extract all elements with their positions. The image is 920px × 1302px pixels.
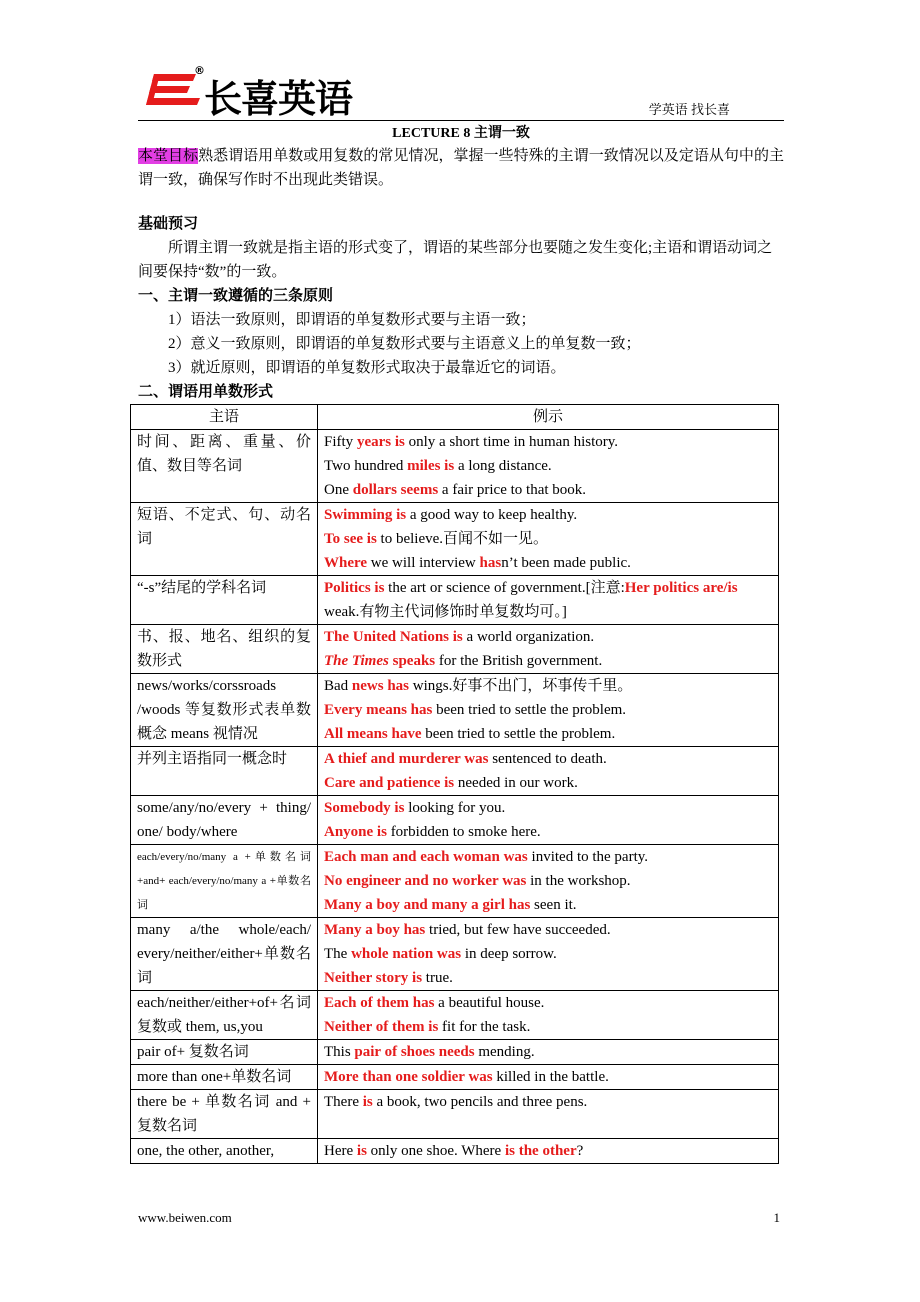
example-sentence	[324, 1040, 772, 1064]
example-cell	[318, 625, 779, 674]
plain-text: only one shoe. Where	[366, 1143, 505, 1159]
plain-text: a book, two pencils and three pens.	[372, 1094, 588, 1110]
column-header-example: 例示	[318, 405, 779, 430]
example-cell	[318, 674, 779, 747]
plain-text: One	[324, 482, 353, 498]
highlighted-phrase: Each of them has	[324, 995, 435, 1011]
highlighted-phrase: A thief and murderer was	[324, 751, 489, 767]
table-row	[131, 625, 779, 674]
highlighted-phrase: Each man and each woman was	[324, 849, 528, 865]
table-row	[131, 991, 779, 1040]
goal-text: 熟悉谓语用单数或用复数的常见情况，掌握一些特殊的主谓一致情况以及定语从句中的主谓一致，确保写作时不出现此类错误。	[138, 148, 784, 188]
footer-url: www.beiwen.com	[138, 1210, 232, 1225]
highlighted-phrase: Neither of them is	[324, 1019, 439, 1035]
plain-text: for the British government.	[435, 653, 603, 669]
page-header	[138, 60, 784, 121]
example-sentence	[324, 845, 772, 869]
lesson-goal	[138, 144, 784, 192]
agreement-table	[130, 404, 779, 1164]
example-cell	[318, 845, 779, 918]
highlighted-phrase: Every means has	[324, 702, 433, 718]
plain-text: Two hundred	[324, 458, 408, 474]
highlighted-phrase: Anyone is	[324, 824, 387, 840]
plain-text: killed in the battle.	[492, 1069, 609, 1085]
example-cell	[318, 1139, 779, 1164]
table-row	[131, 845, 779, 918]
highlighted-phrase: The United Nations is	[324, 629, 463, 645]
plain-text: ?	[576, 1143, 584, 1159]
highlighted-phrase: Many a boy and many a girl has	[324, 897, 531, 913]
lecture-title: LECTURE 8 主谓一致	[392, 126, 530, 141]
plain-text: mending.	[474, 1044, 535, 1060]
example-sentence	[324, 722, 772, 746]
header-tagline: 学英语 找长喜	[648, 102, 730, 117]
page-footer	[138, 1210, 784, 1226]
table-header-row	[131, 405, 779, 430]
column-header-subject: 主语	[131, 405, 318, 430]
plain-text: we will interview	[367, 555, 480, 571]
principle-item: 3）就近原则，即谓语的单复数形式取决于最靠近它的词语。	[168, 360, 566, 376]
highlighted-phrase: Many a boy has	[324, 922, 426, 938]
plain-text: a fair price to that book.	[438, 482, 587, 498]
example-cell	[318, 991, 779, 1040]
highlighted-phrase: speaks	[388, 653, 436, 669]
highlighted-phrase: Her politics are/is	[624, 580, 738, 596]
section-heading-singular: 二、谓语用单数形式	[138, 384, 274, 400]
highlighted-phrase: Swimming is	[324, 507, 407, 523]
example-cell	[318, 918, 779, 991]
plain-text: n’t been made public.	[501, 555, 631, 571]
table-row	[131, 796, 779, 845]
table-row	[131, 747, 779, 796]
example-sentence	[324, 454, 772, 478]
highlighted-phrase: is	[356, 1143, 367, 1159]
example-sentence	[324, 551, 772, 575]
subject-cell: each/every/no/many a +单数名词+and+ each/every/no/many a +单数名词	[131, 845, 318, 918]
subject-cell: 书、报、地名、组织的复数形式	[131, 625, 318, 674]
plain-text: seen it.	[530, 897, 577, 913]
plain-text: looking for you.	[404, 800, 506, 816]
subject-cell: more than one+单数名词	[131, 1065, 318, 1090]
highlighted-phrase: More than one soldier was	[324, 1069, 493, 1085]
example-sentence	[324, 625, 772, 649]
subject-cell: pair of+ 复数名词	[131, 1040, 318, 1065]
intro-paragraph: 所谓主谓一致就是指主语的形式变了，谓语的某些部分也要随之发生变化;主语和谓语动词之间要保持“数”的一致。	[138, 240, 773, 280]
section-heading-preview: 基础预习	[138, 216, 199, 232]
highlighted-phrase: dollars seems	[352, 482, 439, 498]
subject-cell: news/works/corssroads /woods 等复数形式表单数概念 means 视情况	[131, 674, 318, 747]
example-sentence	[324, 966, 772, 990]
subject-cell: there be + 单数名词 and + 复数名词	[131, 1090, 318, 1139]
subject-cell: 并列主语指同一概念时	[131, 747, 318, 796]
table-row	[131, 1090, 779, 1139]
highlighted-phrase: Neither story is	[324, 970, 423, 986]
plain-text: a long distance.	[454, 458, 552, 474]
highlighted-phrase: Somebody is	[324, 800, 405, 816]
highlighted-phrase: Politics is	[324, 580, 385, 596]
plain-text: tried, but few have succeeded.	[425, 922, 611, 938]
example-sentence	[324, 649, 772, 673]
highlighted-phrase: has	[479, 555, 502, 571]
table-row	[131, 430, 779, 503]
example-sentence	[324, 503, 772, 527]
table-row	[131, 503, 779, 576]
plain-text: in the workshop.	[526, 873, 631, 889]
highlighted-phrase: news has	[351, 678, 410, 694]
example-sentence	[324, 576, 772, 624]
page-number: 1	[773, 1210, 780, 1225]
plain-text: only a short time in human history.	[404, 434, 619, 450]
table-row	[131, 576, 779, 625]
plain-text: needed in our work.	[454, 775, 578, 791]
subject-cell: 短语、不定式、句、动名词	[131, 503, 318, 576]
plain-text: There	[324, 1094, 363, 1110]
example-sentence	[324, 820, 772, 844]
plain-text: been tried to settle the problem.	[421, 726, 616, 742]
example-cell	[318, 1065, 779, 1090]
highlighted-phrase: is	[362, 1094, 373, 1110]
subject-cell: many a/the whole/each/ every/neither/either+单数名词	[131, 918, 318, 991]
plain-text: wings.好事不出门，坏事传千里。	[409, 678, 633, 694]
example-sentence	[324, 747, 772, 771]
subject-cell: one, the other, another,	[131, 1139, 318, 1164]
plain-text: in deep sorrow.	[461, 946, 557, 962]
table-row	[131, 1040, 779, 1065]
highlighted-phrase: is the other	[504, 1143, 577, 1159]
plain-text: invited to the party.	[527, 849, 649, 865]
plain-text: to believe.百闻不如一见。	[376, 531, 549, 547]
principle-item: 1）语法一致原则，即谓语的单复数形式要与主语一致；	[168, 312, 536, 328]
example-sentence	[324, 771, 772, 795]
subject-cell: “-s”结尾的学科名词	[131, 576, 318, 625]
highlighted-phrase: No engineer and no worker was	[324, 873, 527, 889]
plain-text: the art or science of government.[注意:	[384, 580, 625, 596]
subject-cell: each/neither/either+of+名词复数或 them, us,you	[131, 991, 318, 1040]
highlighted-phrase: The Times	[324, 653, 389, 669]
plain-text: The	[324, 946, 352, 962]
example-sentence	[324, 942, 772, 966]
highlighted-phrase: Care and patience is	[324, 775, 455, 791]
plain-text: fit for the task.	[438, 1019, 531, 1035]
plain-text: a beautiful house.	[434, 995, 545, 1011]
table-row	[131, 918, 779, 991]
example-cell	[318, 576, 779, 625]
example-cell	[318, 1040, 779, 1065]
example-cell	[318, 430, 779, 503]
highlighted-phrase: miles is	[407, 458, 455, 474]
table-row	[131, 674, 779, 747]
example-sentence	[324, 1139, 772, 1163]
example-sentence	[324, 698, 772, 722]
highlighted-phrase: All means have	[324, 726, 422, 742]
example-cell	[318, 747, 779, 796]
example-sentence	[324, 869, 772, 893]
plain-text: forbidden to smoke here.	[386, 824, 541, 840]
subject-cell: 时间、距离、重量、价值、数目等名词	[131, 430, 318, 503]
example-sentence	[324, 796, 772, 820]
example-sentence	[324, 1090, 772, 1114]
example-cell	[318, 1090, 779, 1139]
example-sentence	[324, 478, 772, 502]
example-sentence	[324, 893, 772, 917]
example-cell	[318, 503, 779, 576]
plain-text: This	[324, 1044, 355, 1060]
plain-text: Here	[324, 1143, 357, 1159]
section-heading-principles: 一、主谓一致遵循的三条原则	[138, 288, 334, 304]
subject-cell: some/any/no/every + thing/ one/ body/where	[131, 796, 318, 845]
table-row	[131, 1065, 779, 1090]
plain-text: a world organization.	[462, 629, 595, 645]
example-sentence	[324, 430, 772, 454]
example-sentence	[324, 1015, 772, 1039]
highlighted-phrase: whole nation was	[351, 946, 462, 962]
plain-text: a good way to keep healthy.	[406, 507, 578, 523]
table-row	[131, 1139, 779, 1164]
plain-text: Bad	[324, 678, 352, 694]
brand-name: 长喜英语	[204, 77, 353, 121]
plain-text: true.	[422, 970, 453, 986]
example-sentence	[324, 674, 772, 698]
table-body	[131, 430, 779, 1164]
example-sentence	[324, 527, 772, 551]
highlighted-phrase: pair of shoes needs	[354, 1044, 475, 1060]
highlighted-phrase: To see is	[324, 531, 377, 547]
plain-text: weak.有物主代词修饰时单复数均可。]	[324, 604, 567, 620]
principle-item: 2）意义一致原则，即谓语的单复数形式要与主语意义上的单复数一致；	[168, 336, 641, 352]
example-sentence	[324, 918, 772, 942]
registered-mark: ®	[194, 64, 205, 77]
example-sentence	[324, 991, 772, 1015]
highlighted-phrase: Where	[324, 555, 368, 571]
highlighted-phrase: years is	[356, 434, 405, 450]
plain-text: been tried to settle the problem.	[432, 702, 627, 718]
goal-label: 本堂目标	[138, 148, 199, 164]
plain-text: sentenced to death.	[488, 751, 607, 767]
example-sentence	[324, 1065, 772, 1089]
document-body	[138, 124, 784, 1164]
example-cell	[318, 796, 779, 845]
plain-text: Fifty	[324, 434, 357, 450]
